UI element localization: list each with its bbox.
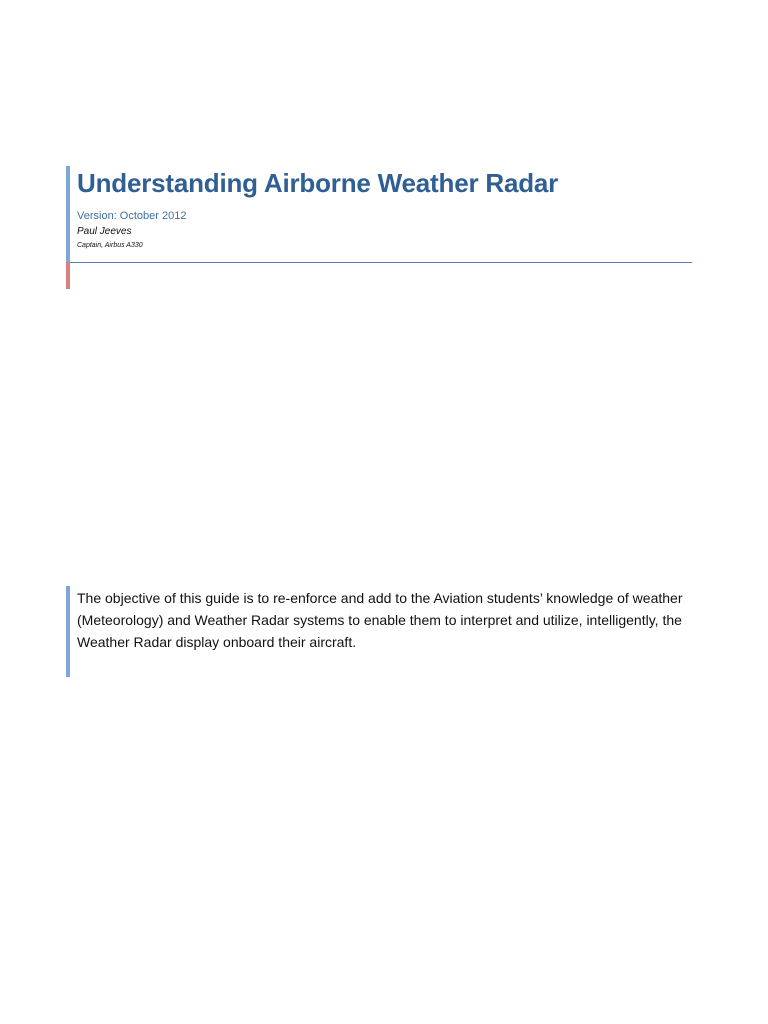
document-title: Understanding Airborne Weather Radar xyxy=(77,168,559,198)
title-accent-bar-lower xyxy=(66,262,70,289)
title-divider xyxy=(70,262,692,263)
title-accent-bar xyxy=(66,166,70,262)
document-author: Paul Jeeves xyxy=(77,226,132,237)
author-role: Captain, Airbus A330 xyxy=(77,242,143,249)
abstract-text: The objective of this guide is to re-enforce and add to the Aviation students’ knowledge of weather (Meteorology) and Weather Radar systems to enable them to interpret and utilize, intelligently, the Weather Radar display onboard their aircraft. xyxy=(77,590,683,650)
document-version: Version: October 2012 xyxy=(77,210,187,222)
abstract-accent-bar xyxy=(66,586,70,677)
